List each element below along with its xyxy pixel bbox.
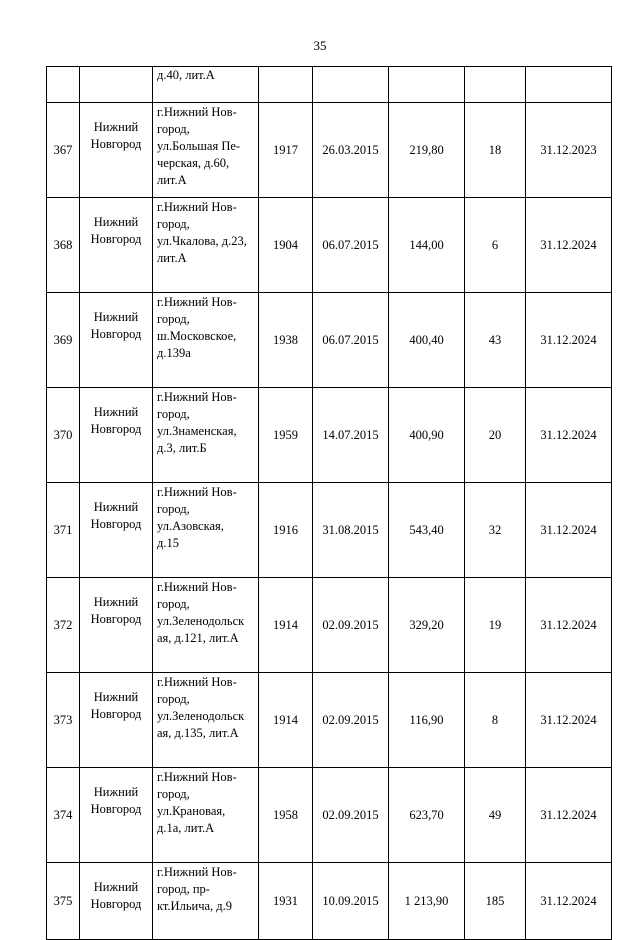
cell-deadline: 31.12.2024: [526, 198, 612, 293]
cell-deadline: 31.12.2023: [526, 103, 612, 198]
cell-year: 1931: [259, 863, 313, 940]
cell-area: 219,80: [389, 103, 465, 198]
cell-city: Нижний Новгород: [80, 103, 153, 198]
cell-area: 329,20: [389, 578, 465, 673]
cell-deadline: 31.12.2024: [526, 483, 612, 578]
cell-year: 1914: [259, 578, 313, 673]
cell-deadline: 31.12.2024: [526, 293, 612, 388]
cell-deadline: 31.12.2024: [526, 768, 612, 863]
cell-year: 1904: [259, 198, 313, 293]
cell-people: 6: [465, 198, 526, 293]
cell-address: г.Нижний Нов- город, ул.Зеленодольск ая, д.135, лит.А: [153, 673, 259, 768]
cell-city: Нижний Новгород: [80, 198, 153, 293]
cell-no: 372: [47, 578, 80, 673]
cell-no: 375: [47, 863, 80, 940]
cell-year: [259, 67, 313, 103]
cell-address: г.Нижний Нов- город, ул.Крановая, д.1а, лит.А: [153, 768, 259, 863]
cell-address: г.Нижний Нов- город, ш.Московское, д.139а: [153, 293, 259, 388]
cell-address: г.Нижний Нов- город, пр- кт.Ильича, д.9: [153, 863, 259, 940]
cell-year: 1914: [259, 673, 313, 768]
table-row: [47, 673, 612, 768]
cell-no: 370: [47, 388, 80, 483]
cell-people: 20: [465, 388, 526, 483]
cell-date: 14.07.2015: [313, 388, 389, 483]
cell-no: 371: [47, 483, 80, 578]
table-row: [47, 578, 612, 673]
table-row: [47, 293, 612, 388]
table-row: [47, 863, 612, 940]
cell-no: 373: [47, 673, 80, 768]
cell-no: 374: [47, 768, 80, 863]
cell-deadline: 31.12.2024: [526, 673, 612, 768]
cell-people: 185: [465, 863, 526, 940]
cell-city: Нижний Новгород: [80, 483, 153, 578]
table-row-continuation: [47, 67, 612, 103]
cell-deadline: 31.12.2024: [526, 863, 612, 940]
cell-area: 116,90: [389, 673, 465, 768]
cell-city: Нижний Новгород: [80, 768, 153, 863]
cell-area: 1 213,90: [389, 863, 465, 940]
cell-area: 543,40: [389, 483, 465, 578]
cell-address: г.Нижний Нов- город, ул.Зеленодольск ая, д.121, лит.А: [153, 578, 259, 673]
cell-area: 400,40: [389, 293, 465, 388]
cell-people: 43: [465, 293, 526, 388]
table-row: [47, 768, 612, 863]
cell-date: 26.03.2015: [313, 103, 389, 198]
cell-city: [80, 67, 153, 103]
table-row: [47, 198, 612, 293]
cell-city: Нижний Новгород: [80, 388, 153, 483]
table-row: [47, 103, 612, 198]
cell-people: 32: [465, 483, 526, 578]
cell-area: 144,00: [389, 198, 465, 293]
cell-area: 400,90: [389, 388, 465, 483]
table-row: [47, 483, 612, 578]
cell-year: 1916: [259, 483, 313, 578]
cell-address: г.Нижний Нов- город, ул.Чкалова, д.23, лит.А: [153, 198, 259, 293]
cell-people: [465, 67, 526, 103]
cell-people: 49: [465, 768, 526, 863]
cell-people: 8: [465, 673, 526, 768]
page-number: 35: [313, 38, 327, 53]
cell-date: 31.08.2015: [313, 483, 389, 578]
table-body: [47, 67, 612, 940]
cell-deadline: [526, 67, 612, 103]
cell-date: [313, 67, 389, 103]
table-row: [47, 388, 612, 483]
cell-year: 1958: [259, 768, 313, 863]
cell-city: Нижний Новгород: [80, 673, 153, 768]
cell-date: 06.07.2015: [313, 293, 389, 388]
cell-deadline: 31.12.2024: [526, 388, 612, 483]
cell-no: 368: [47, 198, 80, 293]
cell-date: 06.07.2015: [313, 198, 389, 293]
cell-city: Нижний Новгород: [80, 863, 153, 940]
cell-address: г.Нижний Нов- город, ул.Большая Пе- черская, д.60, лит.А: [153, 103, 259, 198]
cell-city: Нижний Новгород: [80, 578, 153, 673]
cell-city: Нижний Новгород: [80, 293, 153, 388]
cell-area: [389, 67, 465, 103]
cell-date: 10.09.2015: [313, 863, 389, 940]
cell-date: 02.09.2015: [313, 673, 389, 768]
cell-no: 367: [47, 103, 80, 198]
cell-address: г.Нижний Нов- город, ул.Знаменская, д.3, лит.Б: [153, 388, 259, 483]
cell-deadline: 31.12.2024: [526, 578, 612, 673]
cell-year: 1917: [259, 103, 313, 198]
housing-registry-table: [46, 66, 612, 940]
cell-area: 623,70: [389, 768, 465, 863]
cell-date: 02.09.2015: [313, 578, 389, 673]
cell-address: д.40, лит.А: [153, 67, 259, 103]
cell-year: 1959: [259, 388, 313, 483]
cell-year: 1938: [259, 293, 313, 388]
cell-no: [47, 67, 80, 103]
cell-no: 369: [47, 293, 80, 388]
cell-address: г.Нижний Нов- город, ул.Азовская, д.15: [153, 483, 259, 578]
cell-date: 02.09.2015: [313, 768, 389, 863]
cell-people: 18: [465, 103, 526, 198]
cell-people: 19: [465, 578, 526, 673]
